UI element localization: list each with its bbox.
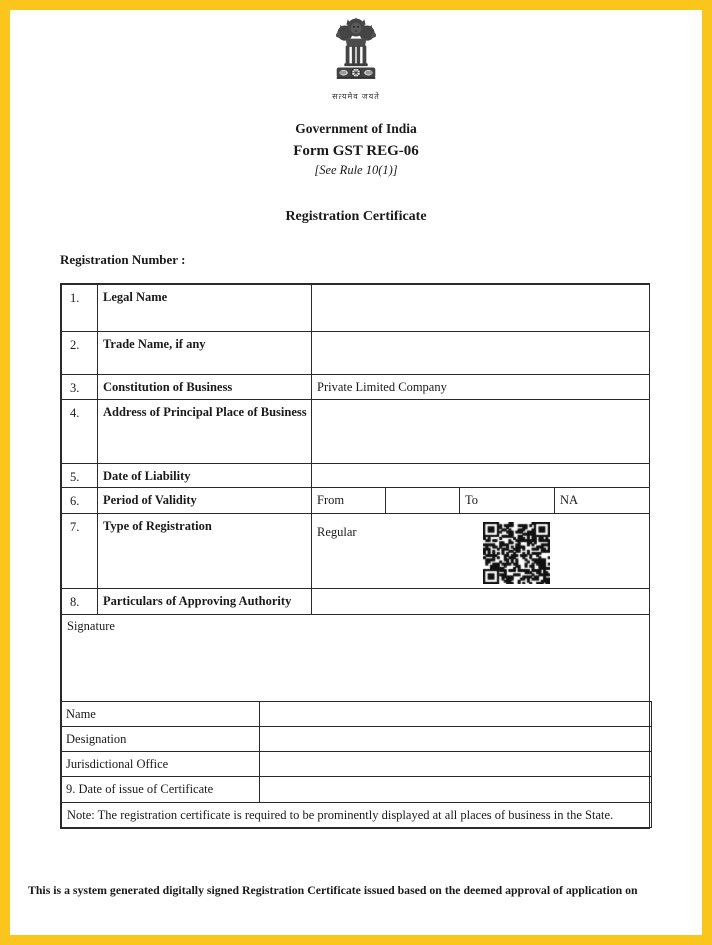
row-number: 2.	[62, 332, 98, 375]
row-number: 3.	[62, 375, 98, 400]
registration-number-label: Registration Number :	[60, 252, 186, 267]
row-note	[62, 803, 652, 828]
system-generated-statement: This is a system generated digitally signed Registration Certificate issued based on the deemed approval of application on	[28, 883, 638, 897]
address-value	[312, 400, 650, 464]
row-number: 5.	[62, 464, 98, 488]
row-period-of-validity	[62, 488, 650, 514]
address-label: Address of Principal Place of Business	[98, 400, 312, 464]
type-of-registration-value: Regular	[317, 525, 357, 539]
validity-from-value	[386, 488, 460, 514]
type-of-registration-cell	[312, 514, 650, 589]
row-type-of-registration	[62, 514, 650, 589]
row-date-of-issue	[62, 777, 652, 803]
certificate-title: Registration Certificate	[285, 209, 427, 224]
validity-to-label: To	[460, 488, 555, 514]
row-designation	[62, 727, 652, 752]
jurisdictional-office-label: Jurisdictional Office	[62, 752, 260, 777]
validity-from-label: From	[312, 488, 386, 514]
row-date-of-liability	[62, 464, 650, 488]
row-jurisdictional-office	[62, 752, 652, 777]
row-number: 1.	[62, 285, 98, 332]
row-signature	[62, 615, 650, 702]
row-number: 6.	[62, 488, 98, 514]
note-text: Note: The registration certificate is required to be prominently displayed at all places of business in the State.	[62, 803, 652, 828]
qr-code	[483, 522, 550, 584]
india-national-emblem-icon	[325, 15, 387, 87]
rule-reference: [See Rule 10(1)]	[314, 163, 398, 177]
trade-name-value	[312, 332, 650, 375]
jurisdictional-office-value	[260, 752, 652, 777]
legal-name-label: Legal Name	[98, 285, 312, 332]
name-value	[260, 702, 652, 727]
row-number: 7.	[62, 514, 98, 589]
date-of-liability-label: Date of Liability	[98, 464, 312, 488]
emblem-motto: सत्यमेव जयते	[332, 92, 380, 101]
constitution-value: Private Limited Company	[312, 375, 650, 400]
signature-label: Signature	[62, 615, 650, 702]
row-name	[62, 702, 652, 727]
date-of-issue-label: 9. Date of issue of Certificate	[62, 777, 260, 803]
form-name-heading: Form GST REG-06	[293, 143, 419, 159]
period-of-validity-label: Period of Validity	[98, 488, 312, 514]
row-address	[62, 400, 650, 464]
row-trade-name	[62, 332, 650, 375]
row-constitution	[62, 375, 650, 400]
row-legal-name	[62, 285, 650, 332]
row-approving-authority	[62, 589, 650, 615]
type-of-registration-label: Type of Registration	[98, 514, 312, 589]
constitution-label: Constitution of Business	[98, 375, 312, 400]
designation-value	[260, 727, 652, 752]
government-of-india-heading: Government of India	[295, 121, 417, 136]
approving-authority-value	[312, 589, 650, 615]
emblem-block	[10, 10, 702, 102]
certificate-table	[60, 283, 650, 829]
row-number: 8.	[62, 589, 98, 615]
date-of-issue-value	[260, 777, 652, 803]
name-label: Name	[62, 702, 260, 727]
trade-name-label: Trade Name, if any	[98, 332, 312, 375]
designation-label: Designation	[62, 727, 260, 752]
date-of-liability-value	[312, 464, 650, 488]
row-number: 4.	[62, 400, 98, 464]
legal-name-value	[312, 285, 650, 332]
approving-authority-label: Particulars of Approving Authority	[98, 589, 312, 615]
validity-to-value: NA	[555, 488, 650, 514]
